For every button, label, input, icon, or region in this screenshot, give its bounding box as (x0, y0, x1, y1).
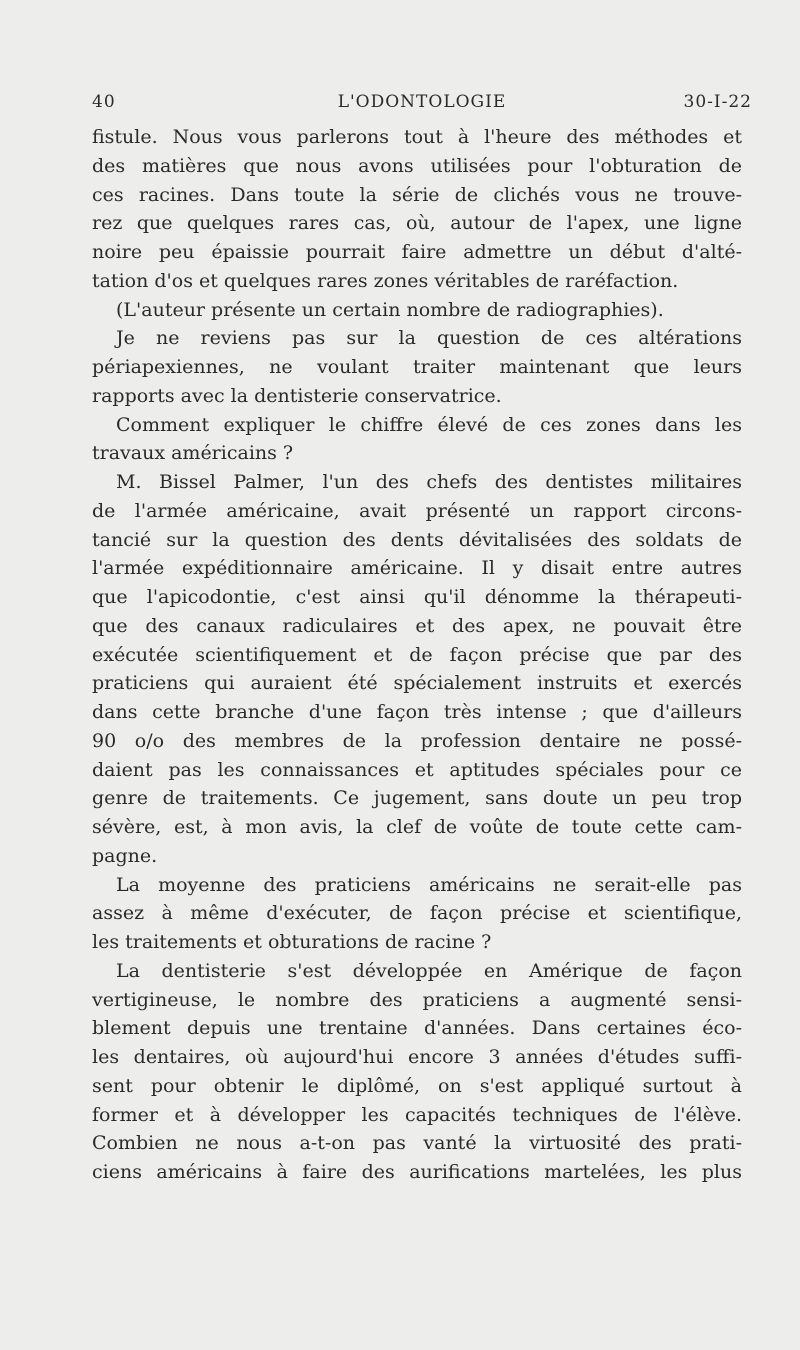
text-line: tancié sur la question des dents dévitalisées des soldats de (92, 528, 742, 551)
paragraph-line: M. Bissel Palmer, l'un des chefs des dentistes militaires (116, 471, 742, 493)
page-number: 40 (92, 92, 116, 112)
text-line: que l'apicodontie, c'est ainsi qu'il dénomme la thérapeuti- (92, 586, 742, 608)
text-line: ciens américains à faire des aurifications martelées, les plus (92, 1161, 742, 1183)
text-line: des matières que nous avons utilisées pour l'obturation de (92, 154, 742, 177)
text-line: genre de traitements. Ce jugement, sans doute un peu trop (92, 787, 742, 810)
text-line: l'armée expéditionnaire américaine. Il y disait entre autres (92, 557, 742, 580)
text-line: pagne. (92, 844, 158, 867)
text-line: les traitements et obturations de racine ? (92, 931, 492, 953)
text-line: sévère, est, à mon avis, la clef de voûte de toute cette cam- (92, 816, 742, 838)
text-line: périapexiennes, ne voulant traiter maintenant que leurs (92, 356, 742, 378)
text-line: ces racines. Dans toute la série de clichés vous ne trouve- (92, 183, 742, 206)
paragraph-line: (L'auteur présente un certain nombre de radiographies). (116, 298, 664, 321)
text-line: blement depuis une trentaine d'années. Dans certaines éco- (92, 1017, 742, 1040)
text-line: rez que quelques rares cas, où, autour de l'apex, une ligne (92, 212, 742, 235)
text-line: travaux américains ? (92, 442, 294, 465)
text-line: vertigineuse, le nombre des praticiens a augmenté sensi- (92, 988, 742, 1011)
text-line: 90 o/o des membres de la profession dentaire ne possé- (92, 729, 742, 752)
paragraph-line: Je ne reviens pas sur la question de ces altérations (116, 327, 742, 350)
text-line: former et à développer les capacités techniques de l'élève. (92, 1103, 742, 1126)
text-line: que des canaux radiculaires et des apex, ne pouvait être (92, 614, 742, 637)
body-text (92, 123, 742, 1187)
running-head (92, 92, 752, 118)
text-line: dans cette branche d'une façon très intense ; que d'ailleurs (92, 701, 742, 723)
text-line: exécutée scientifiquement et de façon précise que par des (92, 643, 742, 666)
text-line: de l'armée américaine, avait présenté un rapport circons- (92, 499, 742, 522)
paragraph-line: La dentisterie s'est développée en Amérique de façon (116, 959, 742, 982)
text-line: praticiens qui auraient été spécialement instruits et exercés (92, 672, 742, 695)
text-line: les dentaires, où aujourd'hui encore 3 années d'études suffi- (92, 1046, 742, 1068)
paragraph-line: La moyenne des praticiens américains ne serait-elle pas (116, 873, 742, 896)
text-line: rapports avec la dentisterie conservatrice. (92, 384, 502, 407)
text-line: noire peu épaissie pourrait faire admettre un début d'alté- (92, 241, 742, 263)
text-line: fistule. Nous vous parlerons tout à l'heure des méthodes et (92, 126, 742, 148)
text-line: sent pour obtenir le diplômé, on s'est appliqué surtout à (92, 1074, 742, 1097)
text-line: assez à même d'exécuter, de façon précise et scientifique, (92, 902, 742, 925)
journal-title: L'ODONTOLOGIE (337, 92, 507, 112)
text-line: tation d'os et quelques rares zones véritables de raréfaction. (92, 269, 679, 292)
paragraph-line: Comment expliquer le chiffre élevé de ces zones dans les (116, 413, 742, 436)
text-line: Combien ne nous a-t-on pas vanté la virtuosité des prati- (92, 1132, 742, 1155)
text-line: daient pas les connaissances et aptitudes spéciales pour ce (92, 758, 742, 781)
issue-date: 30-I-22 (683, 92, 752, 112)
